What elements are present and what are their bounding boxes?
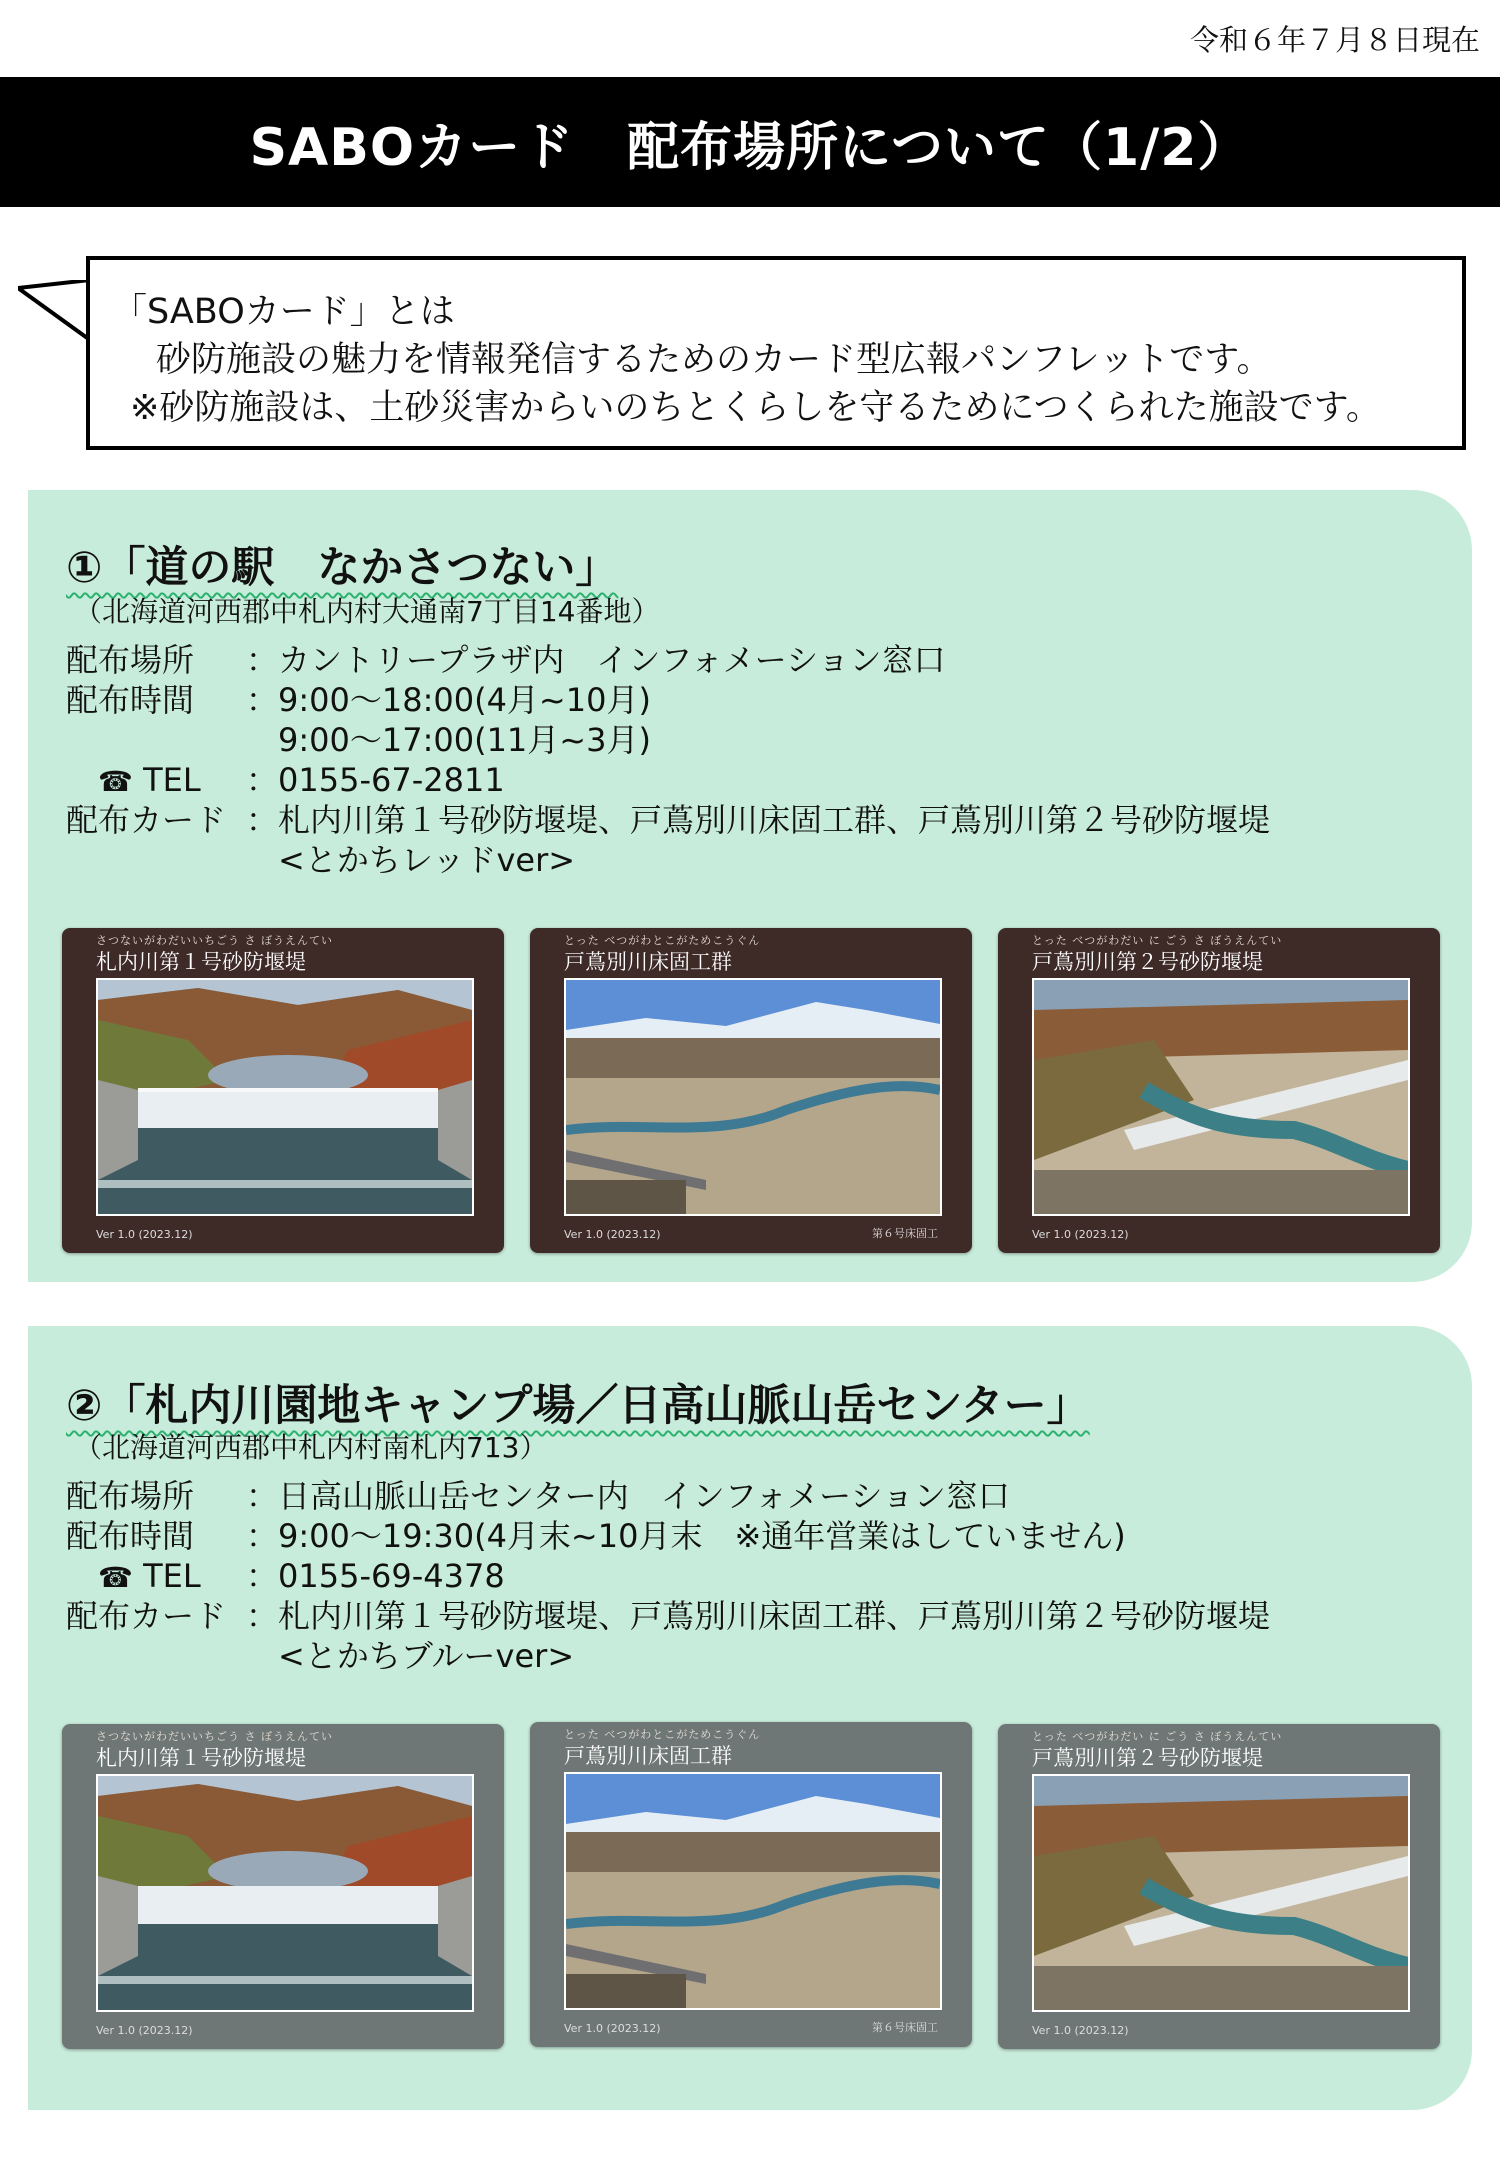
cards-value: ：札内川第１号砂防堰堤、戸蔦別川床固工群、戸蔦別川第２号砂防堰堤 [246,801,1271,839]
tel-label: TEL [143,761,201,799]
card-title: 戸蔦別川床固工群 [564,1744,732,1768]
place-label: 配布場所 [66,1477,195,1515]
card-version: Ver 1.0 (2023.12) [96,1228,193,1241]
section-2-address: （北海道河西郡中札内村南札内713） [74,1431,548,1464]
card-title: 戸蔦別川第２号砂防堰堤 [1032,1746,1263,1770]
card-ruby: とった べつがわとこがためこうぐん [564,1728,761,1741]
time-value-1: ：9:00～18:00(4月~10月) [246,681,651,719]
card-version: Ver 1.0 (2023.12) [564,2022,661,2035]
card-dam-2 [998,928,1440,1253]
page-title: SABOカード 配布場所について（1/2） [0,77,1500,207]
version-value: <とかちレッドver> [246,841,576,879]
card-photo-dam-2 [1032,978,1410,1216]
card-title: 札内川第１号砂防堰堤 [96,1746,306,1770]
card-dam-1-blue [62,1724,504,2049]
card-title: 戸蔦別川床固工群 [564,950,732,974]
time-label: 配布時間 [66,1517,195,1555]
time-label: 配布時間 [66,681,195,719]
card-ruby: とった べつがわだい に ごう さ ぼうえんてい [1032,1730,1283,1743]
phone-icon: ☎ [98,1561,133,1594]
tel-label: TEL [143,1557,201,1595]
intro-line-1: 「SABOカード」とは [112,292,455,332]
section-1-title: ①「道の駅 なかさつない」 [66,543,619,593]
tel-value: ：0155-67-2811 [246,761,505,799]
cards-label: 配布カード [66,801,227,839]
section-2-title: ②「札内川園地キャンプ場／日高山脈山岳センター」 [66,1381,1090,1431]
card-groundsill-blue [530,1722,972,2047]
intro-line-2: 砂防施設の魅力を情報発信するためのカード型広報パンフレットです。 [156,340,1272,380]
card-title: 戸蔦別川第２号砂防堰堤 [1032,950,1263,974]
speech-tail [18,280,90,360]
card-photo-dam [96,978,474,1216]
cards-value: ：札内川第１号砂防堰堤、戸蔦別川床固工群、戸蔦別川第２号砂防堰堤 [246,1597,1271,1635]
card-version: Ver 1.0 (2023.12) [1032,1228,1129,1241]
card-ruby: とった べつがわだい に ごう さ ぼうえんてい [1032,934,1283,947]
card-dam-2-blue [998,1724,1440,2049]
card-tag: 第６号床固工 [872,2021,938,2034]
place-value: ：日高山脈山岳センター内 インフォメーション窓口 [246,1477,1010,1515]
card-photo-river [564,1772,942,2010]
date-stamp: 令和６年７月８日現在 [1189,23,1480,57]
section-1-info [66,640,1270,880]
card-tag: 第６号床固工 [872,1227,938,1240]
card-photo-dam-2 [1032,1774,1410,2012]
card-version: Ver 1.0 (2023.12) [564,1228,661,1241]
card-title: 札内川第１号砂防堰堤 [96,950,306,974]
phone-icon: ☎ [98,765,133,798]
place-value: ：カントリープラザ内 インフォメーション窓口 [246,641,946,679]
section-2-info [66,1476,1270,1676]
time-value-2: 9:00～17:00(11月~3月) [246,721,651,759]
tel-value: ：0155-69-4378 [246,1557,505,1595]
card-version: Ver 1.0 (2023.12) [96,2024,193,2037]
section-1-address: （北海道河西郡中札内村大通南7丁目14番地） [74,595,660,628]
section-1-panel [28,490,1472,1282]
card-photo-dam [96,1774,474,2012]
card-ruby: さつないがわだいいちごう さ ぼうえんてい [96,1730,333,1743]
card-dam-1 [62,928,504,1253]
section-2-panel [28,1326,1472,2110]
version-value: <とかちブルーver> [246,1637,575,1675]
place-label: 配布場所 [66,641,195,679]
card-ruby: さつないがわだいいちごう さ ぼうえんてい [96,934,333,947]
intro-callout [86,256,1466,450]
cards-label: 配布カード [66,1597,227,1635]
card-version: Ver 1.0 (2023.12) [1032,2024,1129,2037]
card-ruby: とった べつがわとこがためこうぐん [564,934,761,947]
time-value-1: ：9:00～19:30(4月末~10月末 ※通年営業はしていません) [246,1517,1126,1555]
card-photo-river [564,978,942,1216]
intro-line-3: ※砂防施設は、土砂災害からいのちとくらしを守るためにつくられた施設です。 [130,388,1381,428]
card-groundsill [530,928,972,1253]
